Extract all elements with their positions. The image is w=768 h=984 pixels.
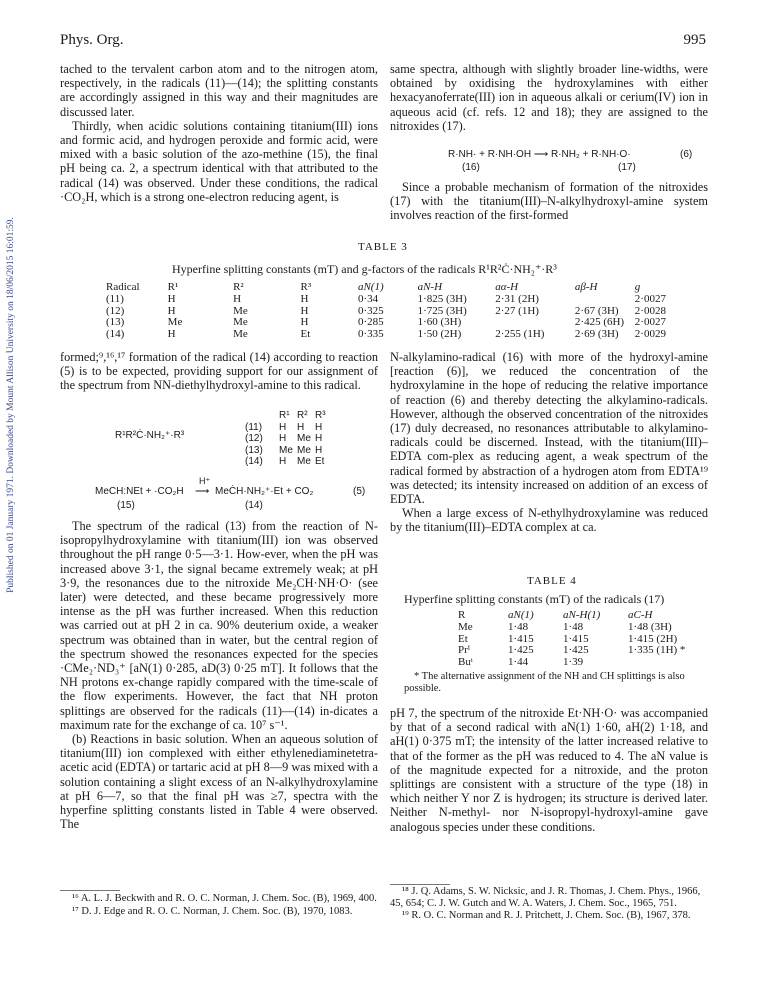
right-column-paragraph [390,180,708,223]
left-column-middle [60,350,378,393]
table-cell: Me [279,444,293,456]
table-cell: H [279,433,287,444]
table-cell: 1·335 (1H) * [628,644,686,656]
equation-6 [448,149,718,177]
table-cell: Me [297,433,311,444]
table-cell: 0·285 [357,316,384,328]
table-cell: R³ [315,410,326,421]
table-cell: H [300,293,309,305]
table-cell: H [279,421,287,433]
table-cell: (11) [245,421,263,433]
table-cell: 1·48 [508,621,529,633]
table-cell: 2·69 (3H) [574,327,619,340]
table-header-row [106,281,666,294]
column-header: aβ-H [574,281,598,293]
table-cell: 1·725 (3H) [417,304,467,317]
table-cell: Me [233,304,248,317]
table-cell: R¹ [279,410,290,421]
table-4-note: * The alternative assignment of the NH and CH splittings is also possible. [404,671,685,694]
compound-label: (17) [618,162,636,173]
footnote: ¹⁸ J. Q. Adams, S. W. Nicksic, and J. R. Thomas, J. Chem. Phys., 1966, 45, 654; C. J. W. Gutch and W. A. Waters, J. Chem. Soc., 1965, 751. [390,886,701,909]
paragraph: tached to the tervalent carbon atom and to the nitrogen atom, respectively, in the radicals (11)—(14); the splitting constants are accordingly assigned in this way and their magnitudes are discussed later. [60,62,378,119]
table-cell: (13) [245,444,263,456]
table-cell: (12) [106,304,125,317]
structure-block [110,410,380,465]
table-row [245,456,333,468]
table-cell: H [279,456,287,467]
table-cell: 2·425 (6H) [574,316,625,328]
footnotes-right [390,886,708,923]
table-4 [458,609,698,668]
table-cell: 2·255 (1H) [495,327,545,340]
column-header: aN(1) [357,281,384,293]
table-cell: 2·27 (1H) [495,304,539,317]
table-cell: R² [297,410,308,421]
table-cell: (14) [245,456,263,467]
table-3-title: TABLE 3 [358,241,408,253]
table-row [458,622,698,634]
table-row [106,329,666,341]
table-cell: H [315,421,323,433]
right-column-middle [390,350,708,535]
table-cell: H [315,433,323,444]
footnote: ¹⁷ D. J. Edge and R. O. C. Norman, J. Chem. Soc. (B), 1970, 1083. [72,905,353,917]
reaction-arrow: ⟶ [195,486,210,497]
footnote-rule [390,884,450,885]
left-column-top [60,62,378,204]
table-cell: Me [297,456,311,467]
table-cell [575,294,635,306]
column-header: R³ [300,281,312,293]
table-cell: 2·0029 [634,327,666,340]
table-cell: (12) [245,433,263,444]
structure-formula: R¹R²Ċ·NH₂⁺·R³ [115,430,185,441]
table-cell: Et [300,327,311,340]
table-4-title: TABLE 4 [527,575,577,587]
paragraph: N-alkylamino-radical (16) with more of the hydroxyl-amine [reaction (6)], we reduced the concentration of the hydroxylamine in the hope of reducing the relative importance of reaction (6) and thereby detecting the alkylamino-radicals. However, although the observed concentration of the nitroxides (17) duly decreased, no resonances attributable to alkylamino-radicals could be discerned. Instead, with the titanium(III)–EDTA com-plex as reducing agent, a weak spectrum of the radical formed by abstraction of a hydrogen atom from EDTA¹⁹ was detected; its intensity increased on addition of an excess of EDTA. [390,350,708,507]
paragraph: same spectra, although with slightly broader line-widths, were obtained by oxidising the hydroxylamines with either hexacyanoferrate(III) ion in aqueous alkali or cerium(IV) ion in aqueous acid (cf. refs. 12 and 18); they are assigned to the nitroxides (17). [390,62,708,133]
table-cell: 0·335 [357,327,384,340]
table-row [245,445,333,457]
table-cell: 1·425 [563,644,589,656]
download-notice [3,170,19,640]
table-cell: Me [458,621,473,633]
table-cell: 1·415 (2H) [628,632,678,645]
column-header: aN(1) [508,609,534,621]
table-cell: Prⁱ [458,644,470,656]
table-cell: 1·825 (3H) [417,293,467,305]
equation-number: (6) [680,149,693,160]
table-cell [628,657,698,669]
table-cell: (14) [106,327,125,340]
table-header-row [245,410,333,422]
table-row [458,645,698,657]
table-row [106,317,666,329]
table-cell: H [167,304,176,317]
compound-label: (15) [117,500,135,511]
table-cell: (11) [106,293,124,305]
table-cell: 1·39 [563,655,584,668]
running-head: Phys. Org. [60,32,124,48]
table-cell: H [233,293,242,305]
equation-number: (5) [353,486,366,497]
arrow-label: H⁺ [199,476,211,486]
table-row [245,422,333,434]
table-cell: 1·60 (3H) [417,316,462,328]
table-cell: Me [233,316,248,328]
column-header: aα-H [495,281,519,293]
table-cell: 1·44 [508,655,529,668]
table-cell: H [167,327,176,340]
table-cell: Me [233,327,248,340]
column-header: R¹ [167,281,179,293]
compound-label: (14) [245,500,263,511]
equation-5-rhs: MeĊH·NH₂⁺·Et + CO₂ [215,486,314,497]
column-header: R [458,609,466,621]
table-3 [106,281,666,340]
footnote: ¹⁹ R. O. C. Norman and R. J. Pritchett, J. Chem. Soc. (B), 1967, 378. [402,910,691,921]
table-cell: 2·0028 [634,304,666,317]
table-cell: (13) [106,316,125,328]
table-cell: 0·325 [357,304,384,317]
table-cell: H [300,304,309,317]
table-cell: 2·67 (3H) [574,304,619,317]
table-cell: 1·50 (2H) [417,327,462,340]
table-cell: Buᵗ [458,655,473,668]
column-header: g [634,281,641,293]
table-cell: H [297,421,305,433]
paragraph: Thirdly, when acidic solutions containing titanium(III) ions and formic acid, and hydrogen peroxide and formic acid, were mixed with a basic solution of the azo-methine (15), the final pH being ca. 2, a spectrum identical with that attributed to the radical (14) was observed. Under these conditions, the radical ·CO₂H, which is a strong one-electron reducing agent, is [60,118,378,204]
paragraph: formed;⁹,¹⁶,¹⁷ formation of the radical (14) according to reaction (5) is to be expected, providing support for our assignment of the spectrum from NN-diethylhydroxyl-amine to this radical. [60,350,378,393]
footnote-rule [60,890,120,891]
table-cell: 1·425 [508,644,534,656]
table-row [245,433,333,445]
paragraph: (b) Reactions in basic solution. When an aqueous solution of titanium(III) ion complexed with either ethylenediaminetetra-acetic acid (EDTA) or tartaric acid at pH 8—9 was mixed with a solution containing a slight excess of an N-alkylhydroxylamine at pH 6—7, so that the final pH was ≥7, spectra with the hyperfine splitting constants listed in Table 4 were observed. The [60,732,378,832]
table-cell: 1·415 [508,632,534,645]
table-cell: H [167,293,176,305]
equation-5-lhs: MeCH:NEt + ·CO₂H [95,486,184,497]
column-header: Radical [106,281,140,293]
table-cell: 1·415 [563,632,589,645]
column-header: aN-H [417,281,443,293]
compound-label: (16) [462,162,480,173]
paragraph: Since a probable mechanism of formation of the nitroxides (17) with the titanium(III)–N-alkylhydroxyl-amine system involves reaction of the first-formed [390,180,708,223]
column-header: aN-H(1) [563,609,601,621]
table-cell: 0·34 [357,293,379,305]
footnote: ¹⁶ A. L. J. Beckwith and R. O. C. Norman, J. Chem. Soc. (B), 1969, 400. [72,893,377,904]
equation-6-text: R·NH· + R·NH·OH ⟶ R·NH₂ + R·NH·O· [448,149,631,160]
right-column-bottom [390,706,708,834]
table-4-caption: Hyperfine splitting constants (mT) of the radicals (17) [404,592,665,606]
table-3-caption: Hyperfine splitting constants (mT) and g-factors of the radicals R¹R²Ċ·NH₂⁺·R³ [172,262,557,276]
table-cell: H [315,444,323,456]
table-cell [495,317,575,329]
left-column-bottom [60,519,378,831]
table-row [458,657,698,669]
table-cell: Et [315,456,325,467]
table-cell: 1·48 [563,621,584,633]
structure-substituent-table [245,410,333,468]
paragraph: pH 7, the spectrum of the nitroxide Et·NH·O· was accompanied by that of a second radical with aN(1) 1·60, aH(2) 1·18, and aH(1) 0·375 mT; the intensity of the latter increased relative to that of the former as the pH was reduced to 4. The aN value is of the magnitude expected for a nitroxide, and the proton splittings are consistent with a structure of the type (18) in which neither Y nor Z is hydrogen; its structure is derived later. Neither N-methyl- nor N-isopropyl-hydroxyl-amine gave analogous species under these conditions. [390,706,708,834]
table-cell: H [300,316,309,328]
table-cell: 2·0027 [634,316,666,328]
table-cell: Et [458,632,468,645]
table-cell: 2·31 (2H) [495,293,539,305]
table-cell: Me [297,444,311,456]
table-cell: 1·48 (3H) [628,621,672,633]
column-header: R² [233,281,244,293]
column-header: aC-H [628,609,653,621]
table-cell: 2·0027 [634,293,666,305]
download-notice-text: Published on 01 January 1971. Downloaded by Mount Allison University on 18/06/2015 16:01:59. [6,217,16,593]
right-column-top [390,62,708,133]
table-cell: Me [167,316,183,328]
paragraph: When a large excess of N-ethylhydroxylamine was reduced by the titanium(III)–EDTA complex at ca. [390,506,708,535]
page-number: 995 [683,32,706,48]
table-row [106,294,666,306]
equation-5 [95,478,380,512]
paragraph: The spectrum of the radical (13) from the reaction of N-isopropylhydroxylamine with titanium(III) ion was observed throughout the pH range 0·5—3·1. How-ever, when the pH was increased above 3·1, the signal became extremely weak; at pH 3·9, the resonances due to the nitroxide Me₂CH·NH·O· (see later) were detected, and these became progressively more intense as the pH was further increased. When this reduction was carried out at pH 2 in ca. 90% deuterium oxide, a weaker spectrum was obtained than in water, but the central region of the spectrum showed the resonances expected for the species ·CMe₂·ND₃⁺ [aN(1) 0·285, aD(3) 0·25 mT]. It follows that the NH protons ex-change rapidly compared with the time-scale of the flow experiments. However, the fact that NH proton splittings are observed for the radicals (11)—(14) in-dicates a maximum rate for the exchange of ca. 10⁷ s⁻¹. [60,519,378,732]
footnotes-left [60,893,378,918]
